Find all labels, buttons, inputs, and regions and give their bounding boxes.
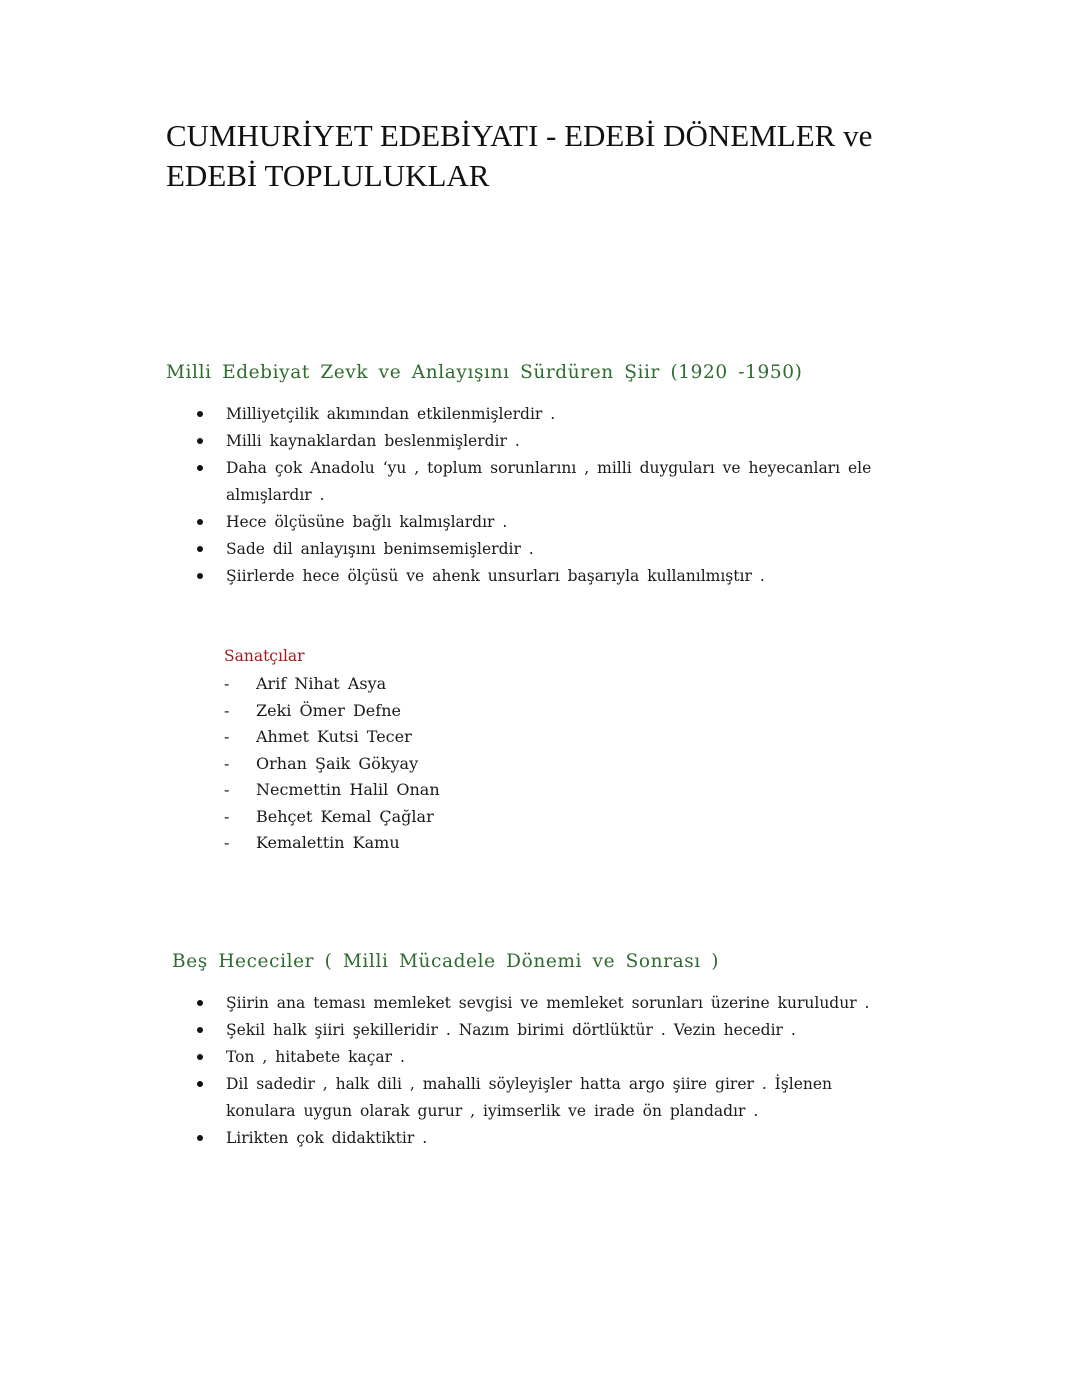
artist-item: [224, 671, 440, 698]
list-item: [193, 428, 908, 455]
dash-icon: -: [224, 753, 230, 773]
bullet-icon: [197, 1081, 203, 1087]
artist-name: Orhan Şaik Gökyay: [256, 753, 419, 773]
dash-icon: -: [224, 727, 230, 746]
artist-item: [224, 724, 440, 751]
dash-icon: -: [224, 700, 230, 720]
list-item: [193, 509, 908, 536]
bes-hececiler-features-list: [193, 990, 908, 1152]
list-item-text: Şiirlerde hece ölçüsü ve ahenk unsurları başarıyla kullanılmıştır .: [226, 567, 765, 585]
bullet-icon: [197, 573, 203, 579]
bullet-icon: [197, 1135, 203, 1141]
artist-name: Arif Nihat Asya: [256, 674, 387, 693]
list-item: [193, 1017, 908, 1044]
list-item-text: Sade dil anlayışını benimsemişlerdir .: [226, 540, 534, 558]
artist-name: Zeki Ömer Defne: [256, 700, 401, 720]
artist-name: Necmettin Halil Onan: [256, 780, 440, 799]
artists-label: Sanatçılar: [224, 647, 305, 665]
list-item: [193, 1125, 908, 1152]
dash-icon: -: [224, 674, 230, 693]
section-heading-bes-hececiler: Beş Hececiler ( Milli Mücadele Dönemi ve Sonrası ): [172, 951, 720, 972]
artist-item: [224, 830, 440, 857]
bullet-icon: [197, 519, 203, 525]
list-item-text: Ton , hitabete kaçar .: [226, 1048, 405, 1066]
list-item-text: Lirikten çok didaktiktir .: [226, 1129, 428, 1147]
list-item: [193, 401, 908, 428]
dash-icon: -: [224, 806, 230, 826]
milli-edebiyat-features-list: [193, 401, 908, 590]
list-item-text: Milli kaynaklardan beslenmişlerdir .: [226, 432, 520, 450]
bullet-icon: [197, 1000, 203, 1006]
list-item: [193, 455, 908, 509]
list-item-text: Dil sadedir , halk dili , mahalli söyleyişler hatta argo şiire girer . İşlenen konulara uygun olarak gurur , iyimserlik ve irade ön plandadır .: [226, 1075, 833, 1120]
artist-item: [224, 698, 440, 725]
list-item-text: Şiirin ana teması memleket sevgisi ve memleket sorunları üzerine kuruludur .: [226, 994, 870, 1012]
list-item: [193, 563, 908, 590]
artist-name: Kemalettin Kamu: [256, 833, 400, 852]
bullet-icon: [197, 411, 203, 417]
section-heading-milli-edebiyat: Milli Edebiyat Zevk ve Anlayışını Sürdüren Şiir (1920 -1950): [166, 362, 803, 383]
list-item: [193, 1071, 908, 1125]
bullet-icon: [197, 465, 203, 471]
artist-name: Behçet Kemal Çağlar: [256, 806, 434, 826]
list-item: [193, 1044, 908, 1071]
bullet-icon: [197, 438, 203, 444]
bullet-icon: [197, 1054, 203, 1060]
list-item-text: Hece ölçüsüne bağlı kalmışlardır .: [226, 513, 508, 531]
list-item-text: Daha çok Anadolu ‘yu , toplum sorunlarını , milli duyguları ve heyecanları ele almışlardır .: [226, 459, 872, 504]
bullet-icon: [197, 546, 203, 552]
artist-item: [224, 751, 440, 778]
page-title: CUMHURİYET EDEBİYATI - EDEBİ DÖNEMLER ve EDEBİ TOPLULUKLAR: [166, 118, 873, 193]
list-item: [193, 990, 908, 1017]
dash-icon: -: [224, 780, 230, 799]
list-item: [193, 536, 908, 563]
bullet-icon: [197, 1027, 203, 1033]
list-item-text: Milliyetçilik akımından etkilenmişlerdir .: [226, 405, 556, 423]
artist-item: [224, 804, 440, 831]
artist-name: Ahmet Kutsi Tecer: [256, 727, 412, 746]
artists-list: [224, 671, 440, 857]
dash-icon: -: [224, 833, 230, 852]
artist-item: [224, 777, 440, 804]
list-item-text: Şekil halk şiiri şekilleridir . Nazım birimi dörtlüktür . Vezin hecedir .: [226, 1021, 796, 1039]
